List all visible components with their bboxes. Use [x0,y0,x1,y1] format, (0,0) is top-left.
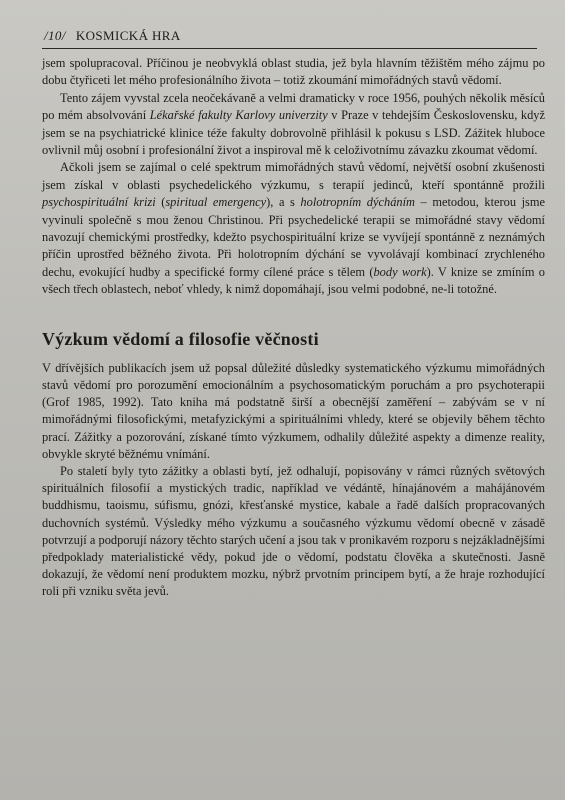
italic-text: holotropním dýcháním [300,195,415,210]
text-run: ). V knize se zmíním o všech třech oblastech, neboť vhledy, k nimž dopomáhají, jsou velmi podobné, ne-li totožné. [42,264,545,297]
section-body [42,360,545,601]
running-header [42,28,537,49]
text-run: V dřívějších publikacích jsem už popsal důležité důsledky systematického výzkumu mimořádných stavů vědomí pro porozumění emocionálním a psychosomatickým poruchám a pro psychoterapii (Grof 1985, 1992). Tato kniha má podstatně širší a obecnější zaměření – zabývám se v ní mimořádnými filosofickými, metafyzickými a spirituálními vhledy, které se objevily během těchto prací. Zážitky a pozorování, získané tímto výzkumem, odhalily důležité aspekty a dimenze reality, obvykle skryté běžnému vnímání. [42,360,545,461]
paragraph [42,360,545,463]
text-run: jsem spolupracoval. Příčinou je neobvyklá oblast studia, jež byla hlavním těžištěm mého zájmu po dobu čtyřiceti let mého profesionálního života – totiž zkoumání mimořádných stavů vědomí. [42,56,545,88]
paragraph [42,55,545,90]
body-text [42,55,545,299]
section-heading: Výzkum vědomí a filosofie věčnosti [42,328,319,349]
italic-text: spiritual emergency [165,195,267,210]
paragraph [42,90,545,160]
paragraph [42,159,545,298]
text-run: Po staletí byly tyto zážitky a oblasti bytí, jež odhalují, popisovány v rámci různých světových spirituálních filosofií a mystických tradic, například ve védántě, hínajánovém a mahájánovém buddhismu, taoismu, súfismu, gnózi, křesťanské mystice, kabale a řadě dalších propracovaných duchovních systémů. Výsledky mého výzkumu a současného výzkumu vědomí obecně v zásadě potvrzují a podporují názory těchto starých učení a jsou tak v pronikavém rozporu s nejzákladnějšími předpoklady materialistické vědy, pokud jde o vědomí, podstatu člověka a skutečnosti. Jasně dokazují, že vědomí není produktem mozku, nýbrž prvotním principem bytí, a že hraje rozhodující roli při vzniku světa jevů. [42,463,545,599]
italic-text: Lékařské fakulty Karlovy univerzity [149,108,328,123]
italic-text: psychospirituální krizi [42,195,156,210]
italic-text: body work [373,264,427,279]
paragraph [42,463,545,601]
text-run: – metodou, kterou jsme vyvinuli společně s mou ženou Christinou. Při psychedelické terapii se mimořádné stavy vědomí navozují chemickými prostředky, kdežto psychospirituální krize se vyvíjejí spontánně z neznámých příčin uprostřed běžného života. Při holotropním dýchání se vyvolávají kombinací zrychleného dechu, evokující hudby a specifické formy cílené práce s tělem ( [42,195,546,279]
running-title: KOSMICKÁ HRA [75,28,181,43]
text-run: ), a s [266,195,301,210]
text-run: v Praze v tehdejším Československu, když jsem se na psychiatrické klinice téže fakulty dobrovolně přihlásil k pokusu s LSD. Zážitek hluboce ovlivnil můj osobní i profesionální život a inspiroval mě k celoživotnímu závazku zkoumat vědomí. [42,108,545,158]
page-number: /10/ [44,28,66,43]
text-run: ( [155,195,166,210]
text-run: Tento zájem vyvstal zcela neočekávaně a velmi dramaticky v roce 1956, pouhých několik měsíců po mém absolvování [42,90,545,123]
text-run: Ačkoli jsem se zajímal o celé spektrum mimořádných stavů vědomí, největší osobní zkušenosti jsem získal v oblasti psychedelického výzkumu, s terapií jedinců, kteří spontánně prožili [42,160,545,192]
